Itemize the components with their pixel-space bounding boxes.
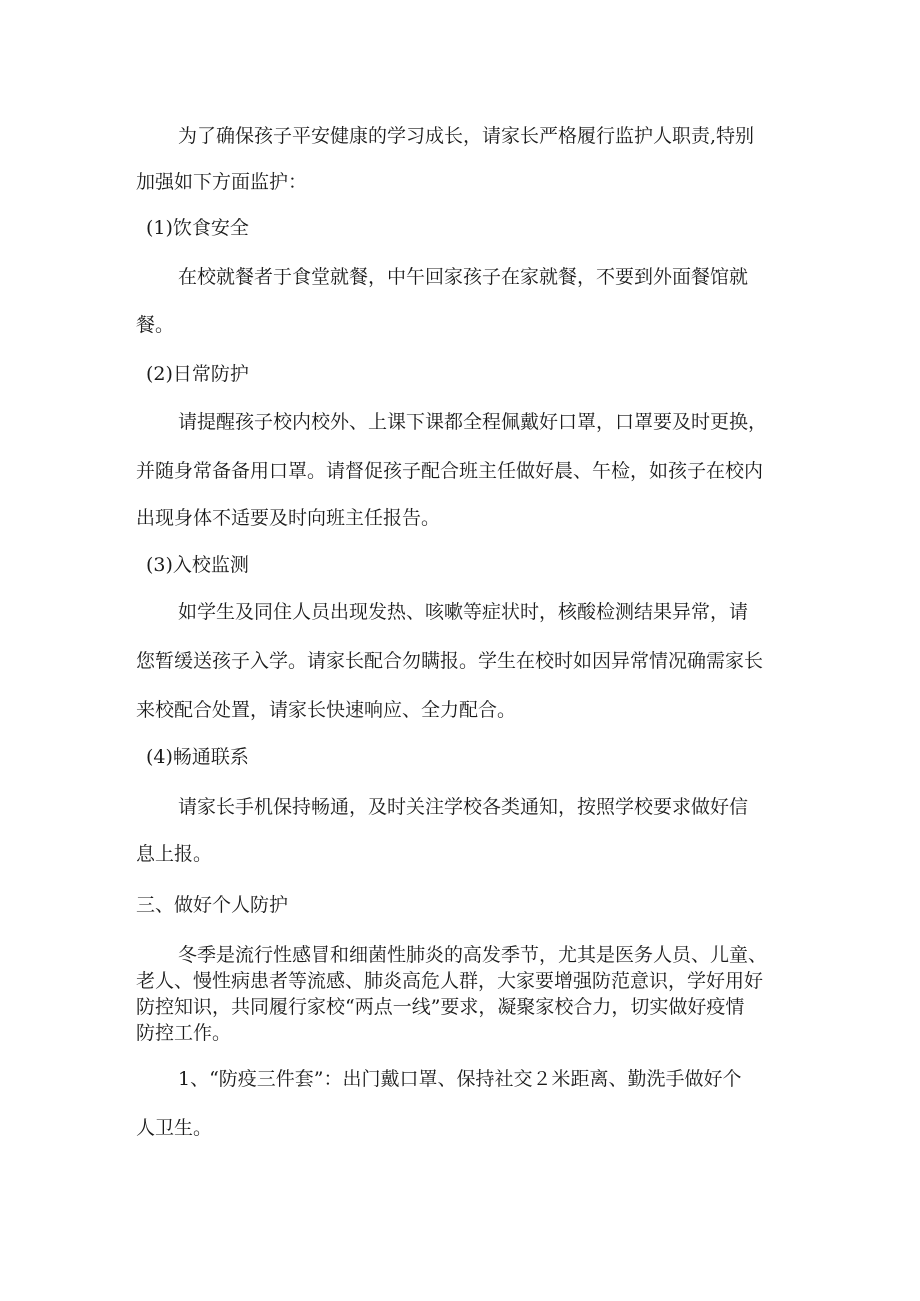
section-3-line-1: 冬季是流行性感冒和细菌性肺炎的高发季节，尤其是医务人员、儿童、 (178, 944, 768, 966)
item-3-line-2: 您暂缓送孩子入学。请家长配合勿瞒报。学生在校时如因异常情况确需家长 (136, 650, 764, 672)
section-3-heading: 三、做好个人防护 (136, 894, 289, 916)
item-2-line-1: 请提醒孩子校内校外、上课下课都全程佩戴好口罩，口罩要及时更换， (178, 411, 768, 433)
item-4-line-2: 息上报。 (136, 843, 213, 865)
intro-line-2: 加强如下方面监护： (136, 171, 308, 193)
section-3-line-2: 老人、慢性病患者等流感、肺炎高危人群，大家要增强防范意识，学好用好 (136, 970, 764, 992)
item-3-line-3: 来校配合处置，请家长快速响应、全力配合。 (136, 699, 517, 721)
item-1-heading: (1)饮食安全 (146, 217, 249, 239)
item-3-line-1: 如学生及同住人员出现发热、咳嗽等症状时，核酸检测结果异常，请 (178, 601, 749, 623)
item-1-line-2: 餐。 (136, 314, 175, 336)
point-1-line-2: 人卫生。 (136, 1117, 213, 1139)
item-4-heading: (4)畅通联系 (146, 746, 249, 768)
section-3-line-4: 防控工作。 (136, 1022, 232, 1044)
item-3-heading: (3)入校监测 (146, 554, 249, 576)
item-2-line-2: 并随身常备备用口罩。请督促孩子配合班主任做好晨、午检，如孩子在校内 (136, 460, 764, 482)
item-2-heading: (2)日常防护 (146, 363, 249, 385)
point-1-line-1: 1、“防疫三件套”：出门戴口罩、保持社交２米距离、勤洗手做好个 (178, 1068, 742, 1090)
item-2-line-3: 出现身体不适要及时向班主任报告。 (136, 507, 441, 529)
intro-line-1: 为了确保孩子平安健康的学习成长，请家长严格履行监护人职责,特别 (178, 125, 755, 147)
item-4-line-1: 请家长手机保持畅通，及时关注学校各类通知，按照学校要求做好信 (178, 796, 749, 818)
item-1-line-1: 在校就餐者于食堂就餐，中午回家孩子在家就餐，不要到外面餐馆就 (178, 266, 749, 288)
section-3-line-3: 防控知识，共同履行家校“两点一线”要求，凝聚家校合力，切实做好疫情 (136, 996, 745, 1018)
